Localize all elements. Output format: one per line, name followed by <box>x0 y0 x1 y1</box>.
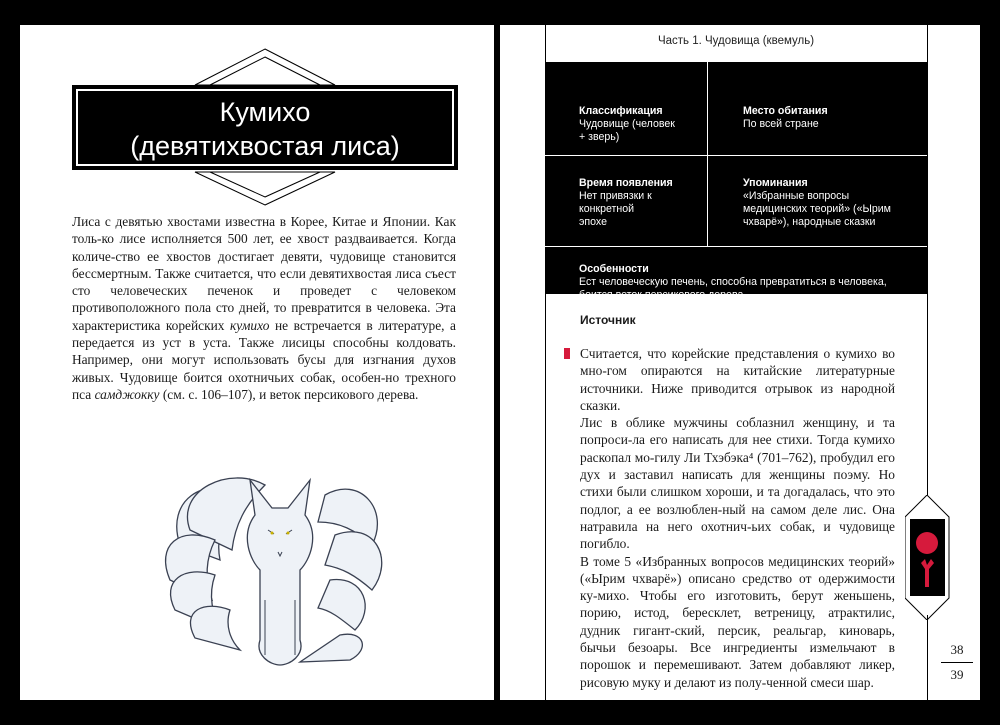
nine-tailed-fox-illustration <box>160 460 390 675</box>
page-number-38: 38 <box>950 642 964 657</box>
title-line-1: Кумихо <box>219 97 311 127</box>
info-divider <box>545 155 927 156</box>
time-cell <box>579 177 699 229</box>
right-page <box>500 25 980 700</box>
features-cell <box>579 263 909 302</box>
italic-term-samjokku: самджокку <box>94 386 160 402</box>
time-label: Время появления <box>579 177 673 189</box>
source-paragraph: Лис в облике мужчины соблазнил женщину, и та попроси-ла его написать для нее стихи. Тогда кумихо раскопал мо-гилу Ли Тхэбэка⁴ (701–762), пробудил его дух и заставил написать для женщины поэму. Но стихи были слишком хороши, и та догадалась, что это подлог, а ее возлюблен-ный на самом деле лис. Она натравила на него охотнич-ьих собак, и чудовище погибло. <box>580 415 895 552</box>
info-table <box>545 62 927 301</box>
classification-value: Чудовище (человек + зверь) <box>579 118 675 143</box>
source-heading: Источник <box>580 313 636 327</box>
classification-cell <box>579 105 699 144</box>
habitat-cell <box>743 105 913 131</box>
italic-term-kumiho: кумихо <box>230 317 270 333</box>
intro-paragraph <box>72 213 456 403</box>
mentions-value: «Избранные вопросы медицинских теорий» («Ырим чхварё»), народные сказки <box>743 190 891 228</box>
mentions-label: Упоминания <box>743 177 808 189</box>
title-box <box>72 85 458 170</box>
red-bullet-marker <box>564 348 570 359</box>
habitat-label: Место обитания <box>743 105 828 117</box>
habitat-value: По всей стране <box>743 118 819 130</box>
page-numbers <box>937 640 977 685</box>
features-label: Особенности <box>579 263 649 275</box>
running-head: Часть 1. Чудовища (квемуль) <box>657 35 815 47</box>
info-divider <box>707 62 708 246</box>
page-number-divider <box>941 662 973 663</box>
margin-rule-right <box>927 25 928 495</box>
time-value: Нет привязки к конкретной эпохе <box>579 190 652 228</box>
text-run: (см. с. 106–107), и веток персикового дерева. <box>159 386 419 402</box>
features-value: Ест человеческую печень, способна превратиться в человека, боится веток персикового дерева <box>579 276 887 301</box>
source-paragraph: В томе 5 «Избранных вопросов медицинских теорий» («Ырим чхварё») описано средство от одержимости ку-михо. Чтобы его изготовить, берут женьшень, порию, истод, бересклет, ветреницу, атрактилис, дудник гигант-ский, персик, реальгар, киноварь, бычьи безоары. Все ингредиенты измельчают в порошок и перемешивают. Затем добавляют ликер, рисовую муку и делают из полу-ченной смеси шар. <box>580 553 895 690</box>
title-line-2: (девятихвостая лиса) <box>130 131 400 161</box>
section-tab-emblem <box>905 495 950 620</box>
intro-paragraph-text <box>72 213 456 403</box>
text-run: Лиса с девятью хвостами известна в Корее, Китае и Японии. Как толь-ко лисе исполняется 500 лет, ее хвост раздваивается. Когда количе-ство ее хвостов достигает девяти, чудовище становится бессмертным. Также считается, что если девятихвостая лиса съест сто человеческих печенок и проведет с человеком противоположного пола сто дней, то превратится в человека. Эта характеристика корейских <box>72 214 456 333</box>
page-number-39: 39 <box>950 667 964 682</box>
source-paragraph: Считается, что корейские представления о кумихо во мно-гом опираются на китайские литературные источники. Ниже приводится отрывок из народной сказки. <box>580 346 895 413</box>
info-divider <box>545 246 927 247</box>
source-text <box>580 345 895 691</box>
classification-label: Классификация <box>579 105 663 117</box>
mentions-cell <box>743 177 893 229</box>
margin-rule-right-lower <box>927 615 928 700</box>
text-run: не встречается в литературе, а передается из уст в уста. Также лисицы способны колдовать. Например, они могут использовать бусы для изгнания духов живых. Чудовище боится охотничьих собак, особен-но трехного пса <box>72 317 456 402</box>
left-page <box>20 25 494 700</box>
